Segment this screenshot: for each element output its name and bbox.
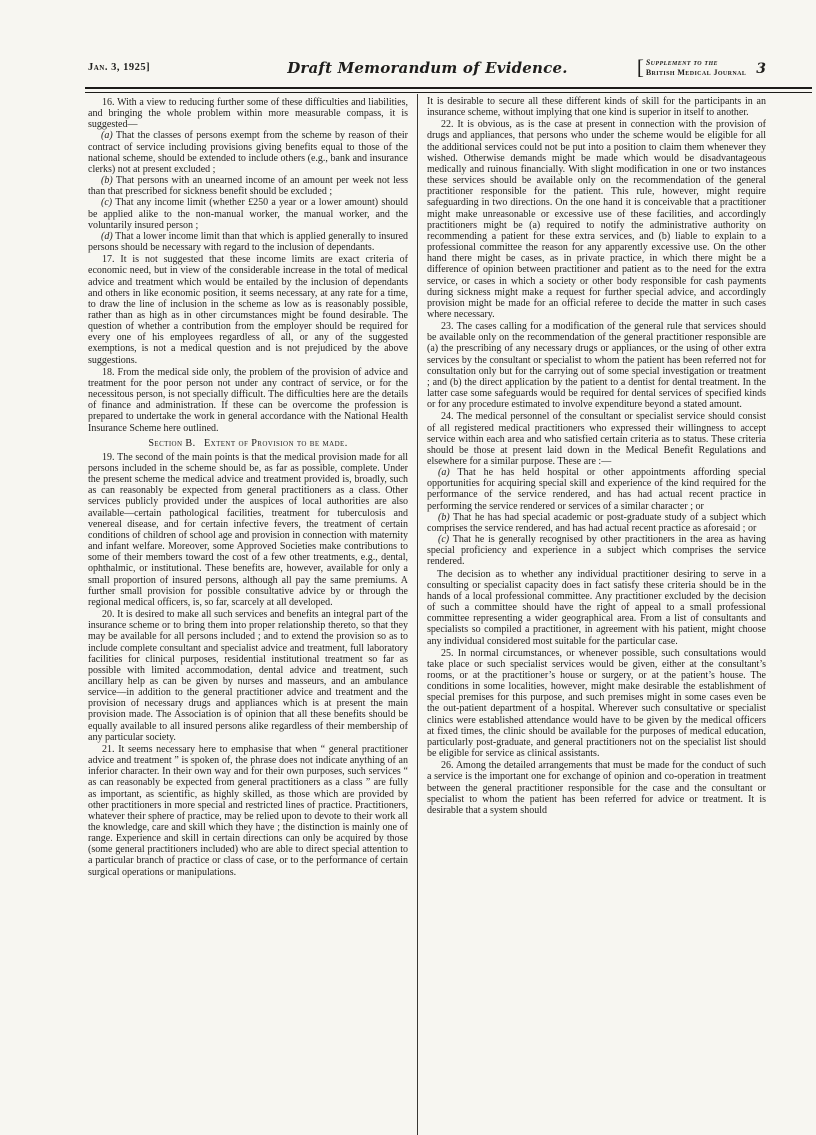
paragraph-26: 26. Among the detailed arrangements that must be made for the conduct of such a service is the important one for exchange of opinion and co-operation in treatment between the general practitioner responsible for the case and the consultant or specialist to whom the patient has been referred for advice or treatment. It is desirable that a system should xyxy=(427,760,766,816)
paragraph-21-continuation: It is desirable to secure all these different kinds of skill for the participants in an insurance scheme, without implying that one kind is superior in itself to another. xyxy=(427,96,766,119)
subitem-16a xyxy=(88,130,408,175)
paragraph-19: 19. The second of the main points is that the medical provision made for all persons included in the scheme should be, as far as possible, complete. Under the present scheme the medical advice and treatment provided is, broadly, such as can reasonably be expected from general practitioners as a class. Other services publicly provided under the auspices of local authorities are also available—certain pathological facilities, treatment for tuberculosis and venereal disease, and for certain infective fevers, the treatment of certain conditions of children of school age and provision in connection with maternity and infant welfare. Moreover, some Approved Societies make contributions to some of their members toward the cost of a few other treatments, e.g., dental, ophthalmic, or institutional. These benefits are, however, available for only a small proportion of insured persons, although all pay the same premiums. A further small provision for possible consultative advice by or through the regional medical officers, is, so far, scarcely at all developed. xyxy=(88,451,408,608)
subitem-24a xyxy=(427,467,766,512)
supplement-line1: Supplement to the xyxy=(645,58,718,67)
right-column xyxy=(427,96,766,816)
subitem-16c xyxy=(88,197,408,230)
subitem-16c-label: (c) xyxy=(101,197,113,209)
supplement-block xyxy=(637,56,766,78)
paragraph-20: 20. It is desired to make all such services and benefits an integral part of the insurance scheme or to bring them into proper relationship thereto, so that they may be available for all persons included ; and to extend the provision so as to include complete consultant and specialist advice and treatment, full laboratory facilities for clinical purposes, residential institutional treatment so far as possible with limited accommodation, dental advice and treatment, such ancillary help as can be given by nurses and masseurs, and an ambulance service—in addition to the general practitioner advice and treatment and the provision of necessary drugs and appliances which is at present the main provision made. The Association is of opinion that all these benefits should be equally available to all insured persons alike regardless of their membership of any particular society. xyxy=(88,609,408,743)
subitem-24a-label: (a) xyxy=(438,467,450,479)
supplement-line2: British Medical Journal xyxy=(645,67,747,77)
paragraph-21: 21. It seems necessary here to emphasise that when “ general practitioner advice and treatment ” is spoken of, the phrase does not indicate anything of an inferior character. In their own way and for their own purposes, such services “ as can reasonably be expected from general practitioners as a class ” are fully as important, as scientific, as highly skilled, as those which are provided by other practitioners in more special and restricted lines of practice. Practitioners, whatever their sphere of practice, may be relied upon to devote to their work all the knowledge, care and skill which they have ; the distinction is mainly one of range. Experience and skill in certain directions can only be acquired by those (some general practitioners included) who are able to direct special attention to a particular branch of practice or class of case, or to the performance of certain surgical operations or manipulations. xyxy=(88,743,408,878)
paragraph-22: 22. It is obvious, as is the case at present in connection with the provision of drugs and appliances, that persons who under the scheme would be eligible for all the additional services could not be put into a position to claim them whenever they wished. Otherwise demands might be made which would be disadvantageous medically and ruinous financially. With slight modification in one or two instances these services should be available only on the recommendation of the general practitioner responsible for the patient. This rule, however, might require safeguarding in two directions. On the one hand it is conceivable that a practitioner might make unreasonable or excessive use of these facilities, and accordingly practitioners might be (a) required to notify the administrative authority on recommending a patient for these extra services, and (b) liable to explain to a professional committee the reason for any apparently excessive use. On the other hand there might be cases, as in private practice, in which there might be a difference of opinion between practitioner and patient as to the need for the extra service, or cases in which a society or other body responsible for cash payments during sickness might make a request for further special advice, and accordingly provision might be made for an official referee to decide the matter in such cases where necessary. xyxy=(427,119,766,320)
subitem-24c xyxy=(427,534,766,567)
left-column xyxy=(88,96,408,878)
paragraph-24-decision: The decision as to whether any individual practitioner desiring to serve in a consulting or specialist capacity does in fact satisfy these criteria should be in the hands of a local professional committee. Any practitioner excluded by the decision of such a committee should have the right of appeal to a small professional committee representing a wider geographical area. From a list of consultants and specialists so compiled a practitioner, in agreement with his patient, might choose any individual considered most suitable for the particular case. xyxy=(427,568,766,647)
subitem-16a-label: (a) xyxy=(101,130,113,142)
subitem-24c-text: That he is generally recognised by other practitioners in the area as having special proficiency and experience in a subject which comprises the service rendered. xyxy=(427,534,766,568)
paragraph-17: 17. It is not suggested that these income limits are exact criteria of economic need, but in view of the considerable increase in the total of medical advice and treatment which would be entailed by the inclusion of dependants and others in like economic position, it seems necessary, at any rate for a time, to draw the line of inclusion in the scheme as low as is reasonably possible, rather than as high as in other circumstances might be found desirable. The question of whether a contribution from the employer should be required for every one of his employees regardless of all, or any of the suggested exemptions, is not a medical question and is not prejudiced by the above suggestions. xyxy=(88,254,408,366)
page-header xyxy=(88,56,766,78)
subitem-16a-text: That the classes of persons exempt from the scheme by reason of their contract of service including provisions giving benefits equal to those of the national scheme, should be extended to include others (e.g., bank and insurance clerks) not at present excluded ; xyxy=(88,130,408,175)
subitem-16d xyxy=(88,231,408,253)
column-divider-rule xyxy=(417,94,418,1135)
paragraph-23: 23. The cases calling for a modification of the general rule that services should be available only on the recommendation of the general practitioner responsible are (a) the prescribing of any necessary drugs or appliances, or the using of other extra services by the consultant or specialist to whom the patient has been referred not for consultation only but for the carrying out of some special investigation or treatment ; and (b) the direct application by the patient to a dentist for dental treatment. In the latter case some safeguards would be required for dental services of specified kinds or for any procedure estimated to involve expenditure beyond a stated amount. xyxy=(427,321,766,411)
subitem-16b xyxy=(88,175,408,197)
paragraph-25: 25. In normal circumstances, or whenever possible, such consultations would take place or such specialist services would be given, either at the consultant’s rooms, or at the practitioner’s house or surgery, or at the patient’s house. The conditions in some localities, however, might make desirable the establishment of special premises for this purpose, and such premises might in some cases even be the out-patient department of a hospital. Wherever such consultative or specialist clinics were established attendance would have to be given by the medical officers at fixed times, the clinic should be available for the purposes of medical education, particularly post-graduate, and general practitioners not on the specialist list should be eligible for service as clinical assistants. xyxy=(427,647,766,760)
supplement-lines xyxy=(646,58,746,77)
subitem-16d-label: (d) xyxy=(101,230,113,242)
subitem-16d-text: That a lower income limit than that which is applied generally to insured persons should be necessary with regard to the inclusion of dependants. xyxy=(88,230,409,254)
paragraph-16: 16. With a view to reducing further some of these difficulties and liabilities, and bringing the whole problem within more measurable compass, it is suggested— xyxy=(88,97,408,131)
subitem-24c-label: (c) xyxy=(438,534,450,546)
page-number: 3 xyxy=(756,60,766,77)
subitem-24a-text: That he has held hospital or other appointments affording special opportunities for acquiring special skill and experience of the kind required for the performance of the service rendered, and has had actual recent practice in performing the service rendered or services of a similar character ; or xyxy=(427,467,766,512)
subitem-16b-label: (b) xyxy=(101,175,113,187)
subitem-24b-label: (b) xyxy=(438,511,450,523)
paragraph-18: 18. From the medical side only, the problem of the provision of advice and treatment for the poor person not under any contract of service, or for the necessitous person, is not specially difficult. The difficulties here are the details of finance and administration. If these can be overcome the profession is prepared to undertake the work in general accordance with the National Health Insurance Scheme here outlined. xyxy=(88,366,408,434)
subitem-24b xyxy=(427,512,766,534)
page-title: Draft Memorandum of Evidence. xyxy=(287,59,568,77)
issue-date: Jan. 3, 1925] xyxy=(88,62,151,73)
section-b-heading: Section B. Extent of Provision to be made. xyxy=(148,437,348,449)
header-double-rule xyxy=(85,87,812,93)
subitem-16c-text: That any income limit (whether £250 a year or a lower amount) should be applied alike to the non-manual worker, the manual worker, and the voluntarily insured person ; xyxy=(88,197,408,231)
paragraph-24: 24. The medical personnel of the consultant or specialist service should consist of all registered medical practitioners who expressed their willingness to accept service within each area and who satisfied certain criteria as to status. These criteria should be those at present laid down in the Medical Benefit Regulations and elsewhere for a similar purpose. These are :— xyxy=(427,411,766,467)
subitem-24b-text: That he has had special academic or post-graduate study of a subject which comprises the service rendered, and has had actual recent practice as aforesaid ; or xyxy=(427,511,766,534)
subitem-16b-text: That persons with an unearned income of an amount per week not less than that prescribed for sickness benefit should be excluded ; xyxy=(88,175,408,198)
bracket-glyph: [ xyxy=(636,55,644,79)
